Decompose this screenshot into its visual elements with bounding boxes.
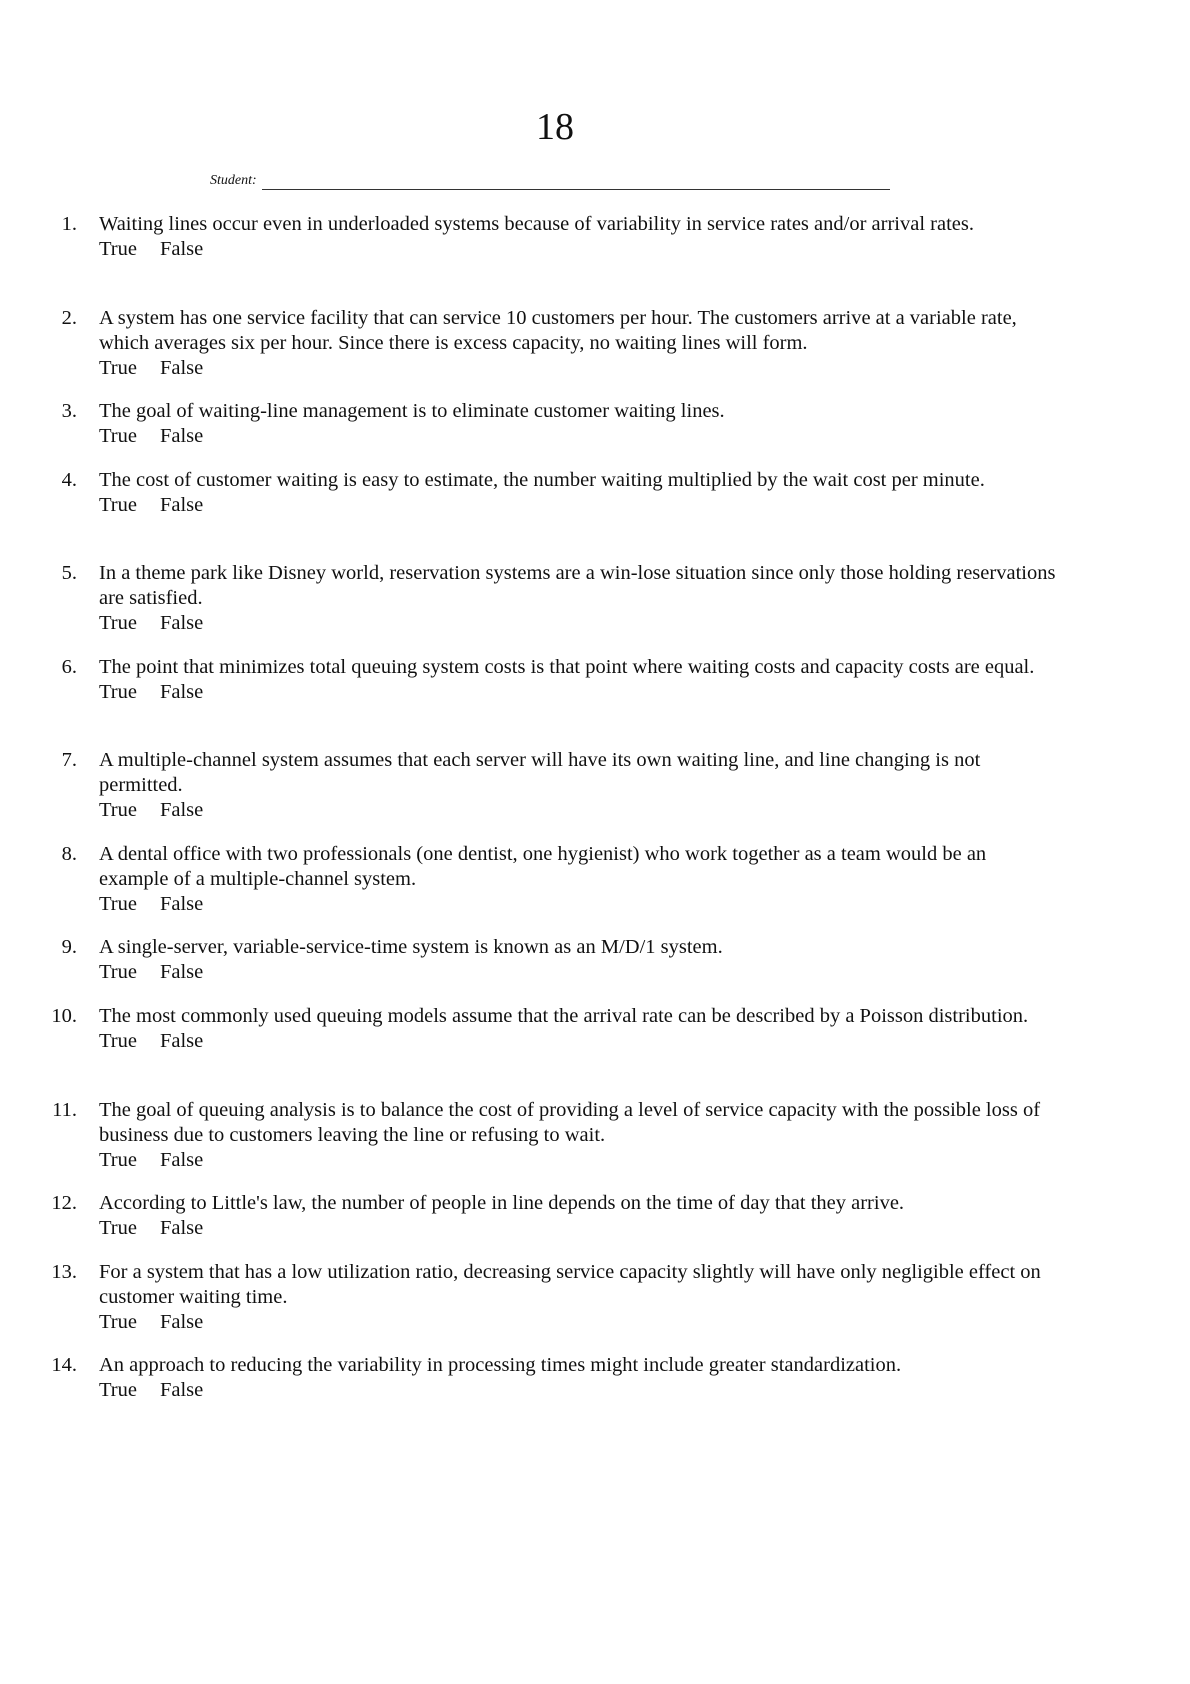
question-number: 10.: [51, 1005, 77, 1027]
question-3: [50, 399, 1060, 449]
question-5: [50, 561, 1060, 636]
option-true[interactable]: True: [99, 1379, 137, 1401]
question-text: For a system that has a low utilization ratio, decreasing service capacity slightly will have only negligible effect on customer waiting time.: [99, 1261, 1041, 1308]
option-false[interactable]: False: [159, 1030, 204, 1052]
question-text: According to Little's law, the number of people in line depends on the time of day that they arrive.: [99, 1192, 905, 1214]
question-number: 7.: [61, 749, 77, 771]
student-name-line[interactable]: [262, 176, 890, 190]
option-false[interactable]: False: [159, 494, 204, 516]
question-number: 2.: [61, 307, 77, 329]
option-false[interactable]: False: [159, 799, 204, 821]
option-true[interactable]: True: [99, 961, 137, 983]
option-true[interactable]: True: [99, 893, 137, 915]
question-1: [50, 212, 1060, 262]
question-number: 3.: [61, 400, 77, 422]
question-text: The goal of queuing analysis is to balance the cost of providing a level of service capacity with the possible loss of business due to customers leaving the line or refusing to wait.: [99, 1099, 1041, 1146]
option-false[interactable]: False: [159, 1311, 204, 1333]
question-number: 5.: [61, 562, 77, 584]
question-11: [50, 1098, 1060, 1173]
question-text: The point that minimizes total queuing system costs is that point where waiting costs and capacity costs are equal.: [99, 656, 1035, 678]
page-number: 18: [536, 106, 574, 148]
option-false[interactable]: False: [159, 238, 204, 260]
question-text: The goal of waiting-line management is to eliminate customer waiting lines.: [99, 400, 725, 422]
question-text: A multiple-channel system assumes that each server will have its own waiting line, and line changing is not permitted.: [99, 749, 981, 796]
question-number: 11.: [52, 1099, 77, 1121]
option-true[interactable]: True: [99, 1030, 137, 1052]
question-number: 13.: [51, 1261, 77, 1283]
question-text: A dental office with two professionals (one dentist, one hygienist) who work together as a team would be an example of a multiple-channel system.: [99, 843, 987, 890]
question-text: Waiting lines occur even in underloaded systems because of variability in service rates and/or arrival rates.: [99, 213, 974, 235]
student-label: Student:: [210, 173, 257, 188]
option-false[interactable]: False: [159, 681, 204, 703]
question-number: 4.: [61, 469, 77, 491]
question-2: [50, 306, 1060, 381]
option-true[interactable]: True: [99, 357, 137, 379]
option-true[interactable]: True: [99, 799, 137, 821]
question-number: 9.: [61, 936, 77, 958]
option-false[interactable]: False: [159, 1379, 204, 1401]
question-text: In a theme park like Disney world, reservation systems are a win-lose situation since only those holding reservations are satisfied.: [99, 562, 1056, 609]
option-true[interactable]: True: [99, 425, 137, 447]
question-number: 14.: [51, 1354, 77, 1376]
question-4: [50, 468, 1060, 518]
option-true[interactable]: True: [99, 494, 137, 516]
option-false[interactable]: False: [159, 961, 204, 983]
question-7: [50, 748, 1060, 823]
question-number: 1.: [61, 213, 77, 235]
option-true[interactable]: True: [99, 1311, 137, 1333]
option-true[interactable]: True: [99, 612, 137, 634]
option-false[interactable]: False: [159, 357, 204, 379]
question-text: An approach to reducing the variability in processing times might include greater standardization.: [99, 1354, 902, 1376]
option-false[interactable]: False: [159, 1149, 204, 1171]
question-text: A system has one service facility that can service 10 customers per hour. The customers arrive at a variable rate, which averages six per hour. Since there is excess capacity, no waiting lines will form.: [99, 307, 1017, 354]
question-6: [50, 655, 1060, 705]
question-number: 6.: [61, 656, 77, 678]
question-text: The cost of customer waiting is easy to estimate, the number waiting multiplied by the wait cost per minute.: [99, 469, 985, 491]
option-true[interactable]: True: [99, 681, 137, 703]
question-number: 8.: [61, 843, 77, 865]
option-false[interactable]: False: [159, 893, 204, 915]
question-number: 12.: [51, 1192, 77, 1214]
option-false[interactable]: False: [159, 425, 204, 447]
student-name-field[interactable]: [210, 172, 890, 190]
question-8: [50, 842, 1060, 917]
question-text: The most commonly used queuing models assume that the arrival rate can be described by a Poisson distribution.: [99, 1005, 1029, 1027]
question-13: [50, 1260, 1060, 1335]
option-true[interactable]: True: [99, 1217, 137, 1239]
question-14: [50, 1353, 1060, 1403]
option-false[interactable]: False: [159, 612, 204, 634]
question-12: [50, 1191, 1060, 1241]
option-true[interactable]: True: [99, 1149, 137, 1171]
option-true[interactable]: True: [99, 238, 137, 260]
question-9: [50, 935, 1060, 985]
question-10: [50, 1004, 1060, 1054]
question-text: A single-server, variable-service-time system is known as an M/D/1 system.: [99, 936, 723, 958]
option-false[interactable]: False: [159, 1217, 204, 1239]
